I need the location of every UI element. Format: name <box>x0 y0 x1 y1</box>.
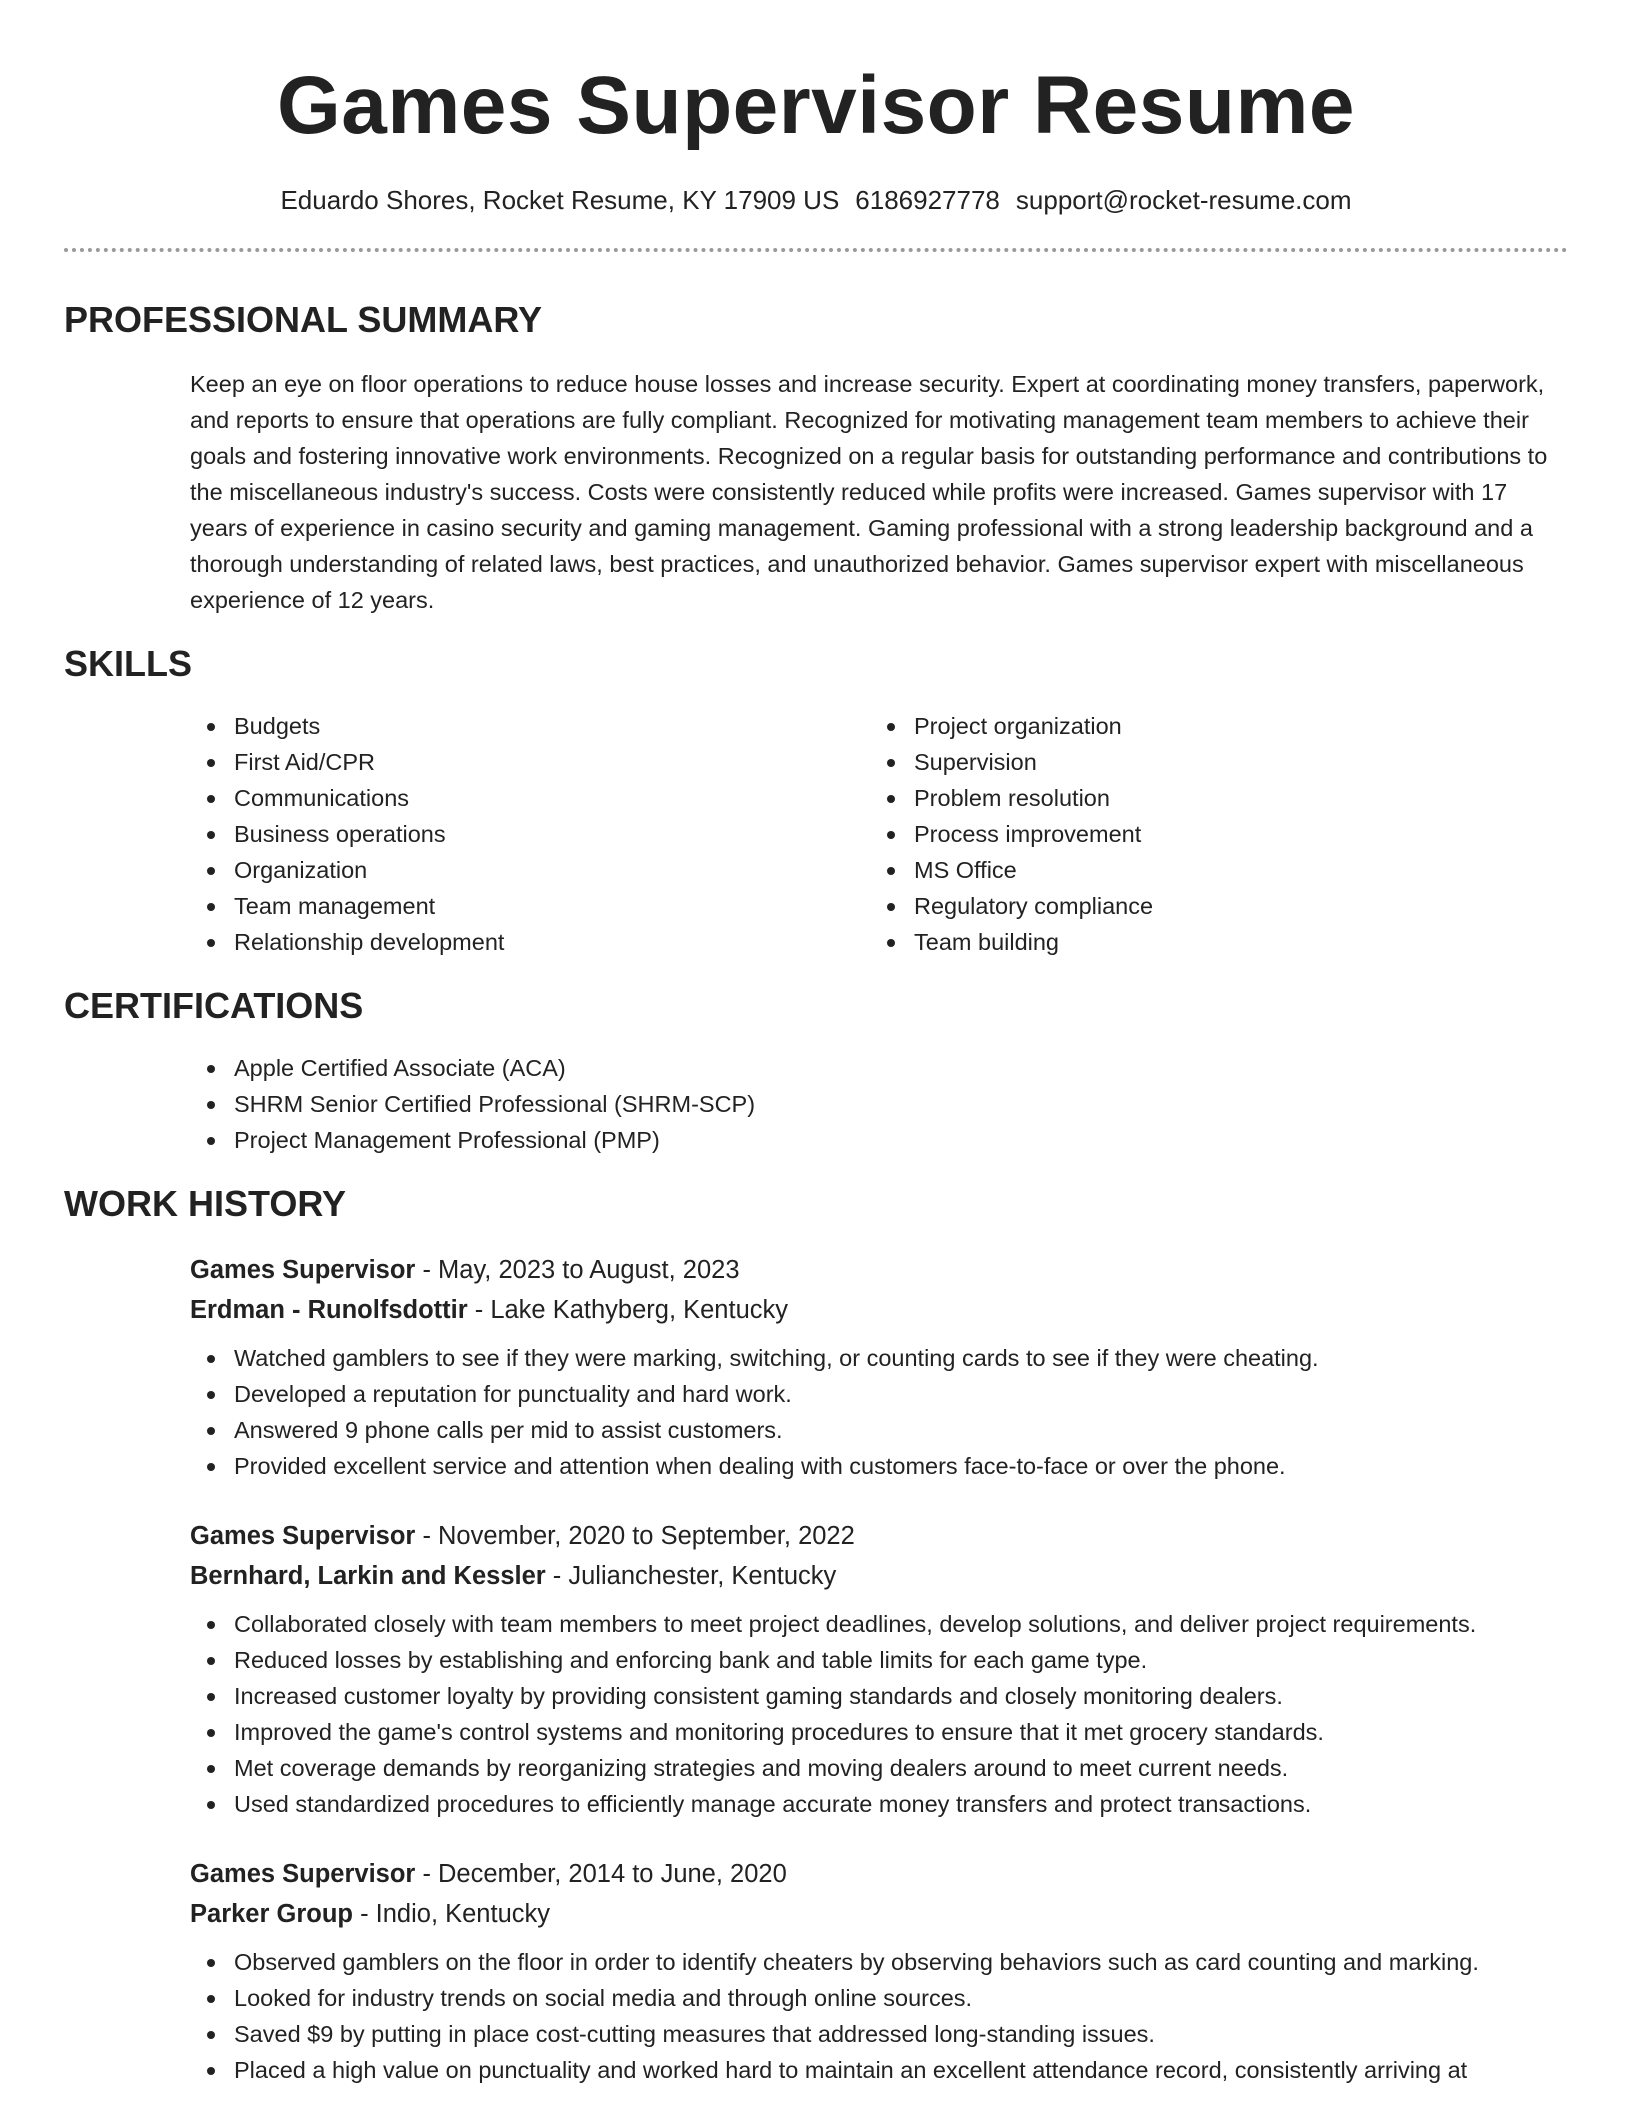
job-bullet: Developed a reputation for punctuality and hard work. <box>190 1376 1568 1412</box>
job-bullet: Watched gamblers to see if they were marking, switching, or counting cards to see if they were cheating. <box>190 1340 1568 1376</box>
job-entry <box>190 1250 1568 1484</box>
job-bullet: Reduced losses by establishing and enforcing bank and table limits for each game type. <box>190 1642 1568 1678</box>
skills-list-left <box>190 708 870 960</box>
job-title: Games Supervisor <box>190 1860 416 1888</box>
skill-item: Team building <box>870 924 1550 960</box>
skill-item: Problem resolution <box>870 780 1550 816</box>
job-bullets <box>190 1944 1568 2088</box>
resume-title: Games Supervisor Resume <box>277 60 1355 151</box>
job-bullet: Saved $9 by putting in place cost-cutting measures that addressed long-standing issues. <box>190 2016 1568 2052</box>
skill-item: Supervision <box>870 744 1550 780</box>
job-company-line <box>190 1290 1568 1330</box>
skill-item: Team management <box>190 888 870 924</box>
job-dates: - May, 2023 to August, 2023 <box>415 1256 740 1284</box>
resume-page <box>64 0 1568 2088</box>
certification-item: SHRM Senior Certified Professional (SHRM-SCP) <box>190 1086 1568 1122</box>
job-title-line <box>190 1854 1568 1894</box>
skill-item: Organization <box>190 852 870 888</box>
skill-item: Budgets <box>190 708 870 744</box>
job-bullet: Answered 9 phone calls per mid to assist customers. <box>190 1412 1568 1448</box>
summary-heading: PROFESSIONAL SUMMARY <box>64 299 543 340</box>
skills-columns <box>190 708 1568 960</box>
job-bullet: Increased customer loyalty by providing consistent gaming standards and closely monitoring dealers. <box>190 1678 1568 1714</box>
skill-item: Relationship development <box>190 924 870 960</box>
job-entry <box>190 1854 1568 2088</box>
header-divider <box>64 248 1568 252</box>
job-bullet: Looked for industry trends on social media and through online sources. <box>190 1980 1568 2016</box>
job-company-line <box>190 1894 1568 1934</box>
job-location: - Indio, Kentucky <box>352 1900 550 1928</box>
job-entry <box>190 1516 1568 1822</box>
job-title-line <box>190 1250 1568 1290</box>
contact-phone: 6186927778 <box>855 185 1000 215</box>
skill-item: Business operations <box>190 816 870 852</box>
skill-item: Process improvement <box>870 816 1550 852</box>
contact-email: support@rocket-resume.com <box>1015 185 1352 215</box>
skill-item: MS Office <box>870 852 1550 888</box>
contact-line <box>64 184 1568 216</box>
job-bullets <box>190 1340 1568 1484</box>
job-company: Bernhard, Larkin and Kessler <box>190 1562 546 1590</box>
job-bullet: Met coverage demands by reorganizing strategies and moving dealers around to meet current needs. <box>190 1750 1568 1786</box>
work-history-heading: WORK HISTORY <box>64 1183 347 1224</box>
job-bullets <box>190 1606 1568 1822</box>
job-company: Erdman - Runolfsdottir <box>190 1296 468 1324</box>
skills-heading: SKILLS <box>64 643 193 684</box>
contact-address: Eduardo Shores, Rocket Resume, KY 17909 US <box>280 185 840 215</box>
job-bullet: Placed a high value on punctuality and worked hard to maintain an excellent attendance record, consistently arriving at <box>190 2052 1568 2088</box>
skills-list-right <box>870 708 1550 960</box>
certifications-list <box>190 1050 1568 1158</box>
job-location: - Lake Kathyberg, Kentucky <box>467 1296 788 1324</box>
job-title: Games Supervisor <box>190 1256 416 1284</box>
skill-item: Communications <box>190 780 870 816</box>
certifications-heading: CERTIFICATIONS <box>64 985 364 1026</box>
job-location: - Julianchester, Kentucky <box>545 1562 837 1590</box>
certification-item: Apple Certified Associate (ACA) <box>190 1050 1568 1086</box>
job-dates: - November, 2020 to September, 2022 <box>415 1522 855 1550</box>
job-bullet: Observed gamblers on the floor in order to identify cheaters by observing behaviors such as card counting and marking. <box>190 1944 1568 1980</box>
skill-item: First Aid/CPR <box>190 744 870 780</box>
summary-text: Keep an eye on floor operations to reduce house losses and increase security. Expert at coordinating money transfers, paperwork, and reports to ensure that operations are fully compliant. Recognized for motivating management team members to achieve their goals and fostering innovative work environments. Recognized on a regular basis for outstanding performance and contributions to the miscellaneous industry's success. Costs were consistently reduced while profits were increased. Games supervisor with 17 years of experience in casino security and gaming management. Gaming professional with a strong leadership background and a thorough understanding of related laws, best practices, and unauthorized behavior. Games supervisor expert with miscellaneous experience of 12 years. <box>190 371 1548 613</box>
job-title-line <box>190 1516 1568 1556</box>
job-bullet: Improved the game's control systems and monitoring procedures to ensure that it met grocery standards. <box>190 1714 1568 1750</box>
skill-item: Project organization <box>870 708 1550 744</box>
job-dates: - December, 2014 to June, 2020 <box>415 1860 787 1888</box>
job-company: Parker Group <box>190 1900 353 1928</box>
skill-item: Regulatory compliance <box>870 888 1550 924</box>
job-bullet: Provided excellent service and attention when dealing with customers face-to-face or over the phone. <box>190 1448 1568 1484</box>
job-company-line <box>190 1556 1568 1596</box>
job-title: Games Supervisor <box>190 1522 416 1550</box>
job-bullet: Used standardized procedures to efficiently manage accurate money transfers and protect transactions. <box>190 1786 1568 1822</box>
job-bullet: Collaborated closely with team members to meet project deadlines, develop solutions, and deliver project requirements. <box>190 1606 1568 1642</box>
certification-item: Project Management Professional (PMP) <box>190 1122 1568 1158</box>
